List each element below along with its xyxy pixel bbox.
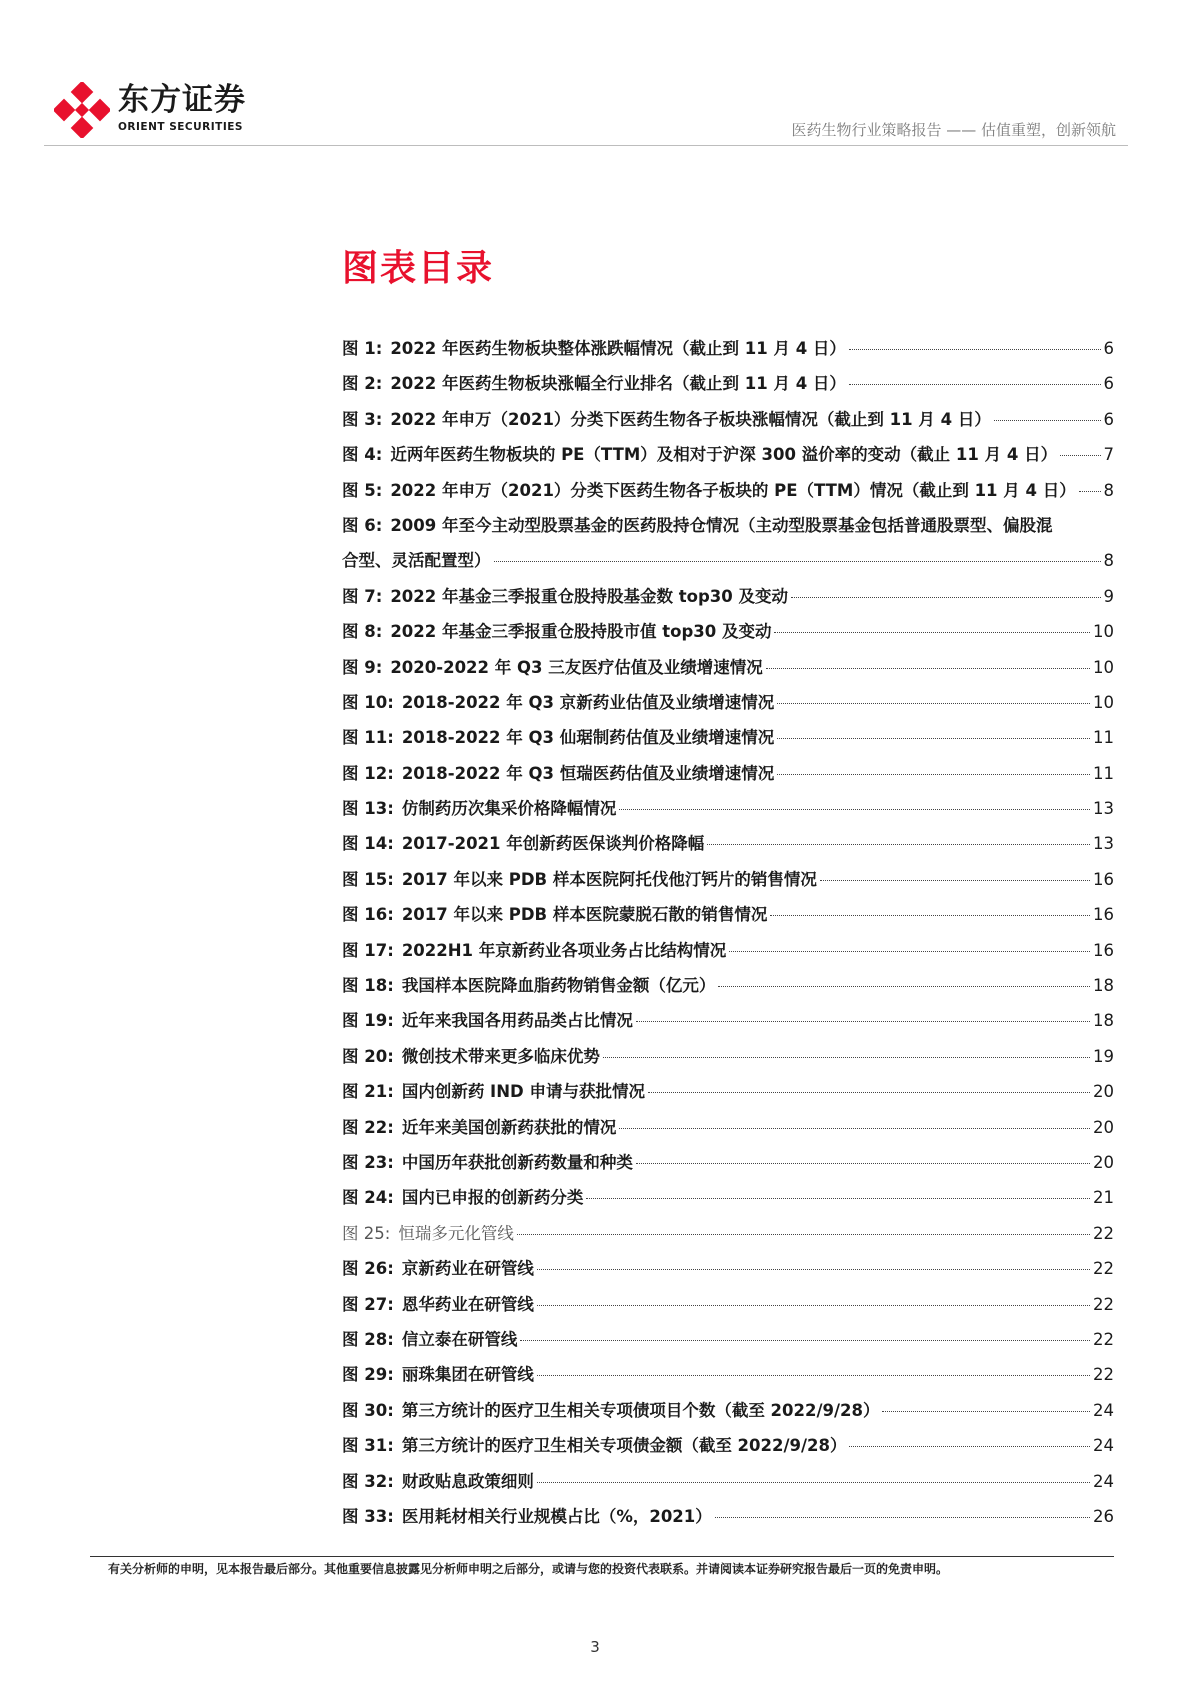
- toc-entry-text: 2017-2021 年创新药医保谈判价格降幅: [401, 834, 705, 854]
- toc-leader-dots: [882, 1411, 1090, 1412]
- toc-entry-label: 图 24:: [342, 1188, 394, 1208]
- toc-entry-page: 22: [1093, 1365, 1114, 1385]
- toc-entry-label: 图 15:: [342, 869, 394, 889]
- toc-entry[interactable]: [342, 829, 1114, 864]
- toc-entry-page: 22: [1093, 1294, 1114, 1314]
- toc-entry-label: 图 2:: [342, 374, 383, 394]
- toc-entry-page: 9: [1103, 586, 1114, 606]
- toc-leader-dots: [791, 597, 1101, 598]
- toc-leader-dots: [494, 561, 1101, 562]
- toc-entry-page: 11: [1093, 763, 1114, 783]
- toc-entry-text: 2022 年基金三季报重仓股持股基金数 top30 及变动: [390, 586, 788, 606]
- toc-entry-label: 图 5:: [342, 480, 383, 500]
- toc-entry-text: 信立泰在研管线: [401, 1329, 518, 1349]
- toc-leader-dots: [537, 1482, 1090, 1483]
- toc-entry-page: 19: [1093, 1046, 1114, 1066]
- toc-entry-label: 图 14:: [342, 834, 394, 854]
- toc-entry-label: 图 4:: [342, 445, 383, 465]
- toc-entry[interactable]: [342, 688, 1114, 723]
- toc-entry-page: 6: [1103, 409, 1114, 429]
- toc-entry-label: 图 26:: [342, 1259, 394, 1279]
- orient-securities-logo-icon: [54, 82, 110, 138]
- toc-entry-text: 仿制药历次集采价格降幅情况: [401, 799, 617, 819]
- toc-leader-dots: [537, 1305, 1090, 1306]
- toc-entry[interactable]: [342, 1431, 1114, 1466]
- toc-leader-dots: [777, 703, 1090, 704]
- toc-entry-page: 18: [1093, 976, 1114, 996]
- toc-entry[interactable]: [342, 936, 1114, 971]
- toc-leader-dots: [636, 1021, 1090, 1022]
- toc-entry-text-cont: 合型、灵活配置型）: [342, 551, 491, 571]
- toc-leader-dots: [729, 951, 1090, 952]
- toc-entry-page: 8: [1103, 551, 1114, 571]
- toc-entry[interactable]: [342, 1042, 1114, 1077]
- toc-entry-text: 第三方统计的医疗卫生相关专项债项目个数（截至 2022/9/28）: [401, 1400, 880, 1420]
- toc-entry-page: 16: [1093, 869, 1114, 889]
- toc-leader-dots: [849, 349, 1101, 350]
- toc-entry-text: 我国样本医院降血脂药物销售金额（亿元）: [401, 976, 716, 996]
- toc-entry-text: 2018-2022 年 Q3 恒瑞医药估值及业绩增速情况: [401, 763, 775, 783]
- toc-leader-dots: [648, 1092, 1090, 1093]
- toc-entry-label: 图 8:: [342, 622, 383, 642]
- toc-entry-label: 图 22:: [342, 1117, 394, 1137]
- toc-entry[interactable]: [342, 617, 1114, 652]
- toc-leader-dots: [636, 1163, 1090, 1164]
- toc-entry-text: 国内已申报的创新药分类: [401, 1188, 584, 1208]
- toc-entry[interactable]: [342, 1502, 1114, 1537]
- toc-entry-page: 6: [1103, 339, 1114, 358]
- header-divider: [44, 145, 1128, 146]
- toc-entry[interactable]: [342, 1325, 1114, 1360]
- toc-entry-text: 国内创新药 IND 申请与获批情况: [401, 1082, 645, 1102]
- toc-entry-label: 图 17:: [342, 940, 394, 960]
- toc-entry-text: 恩华药业在研管线: [401, 1294, 534, 1314]
- page-number: 3: [590, 1638, 600, 1656]
- toc-entry-text: 2020-2022 年 Q3 三友医疗估值及业绩增速情况: [390, 657, 763, 677]
- toc-entry-text: 第三方统计的医疗卫生相关专项债金额（截至 2022/9/28）: [401, 1436, 847, 1456]
- toc-leader-dots: [766, 668, 1090, 669]
- toc-entry[interactable]: [342, 759, 1114, 794]
- toc-entry[interactable]: [342, 1006, 1114, 1041]
- toc-entry[interactable]: [342, 476, 1114, 511]
- toc-entry-label: 图 18:: [342, 976, 394, 996]
- toc-entry-text: 2009 年至今主动型股票基金的医药股持仓情况（主动型股票基金包括普通股票型、偏股混: [390, 515, 1053, 535]
- toc-leader-dots: [619, 1128, 1090, 1129]
- toc-entry-page: 16: [1093, 940, 1114, 960]
- toc-entry-text: 2017 年以来 PDB 样本医院阿托伐他汀钙片的销售情况: [401, 869, 817, 889]
- toc-entry[interactable]: [342, 405, 1114, 440]
- toc-entry-text: 中国历年获批创新药数量和种类: [401, 1153, 633, 1172]
- toc-title: 图表目录: [342, 248, 495, 289]
- toc-entry-label: 图 25:: [342, 1223, 391, 1243]
- toc-leader-dots: [774, 632, 1090, 633]
- toc-entry[interactable]: [342, 653, 1114, 688]
- toc-entry[interactable]: [342, 1290, 1114, 1325]
- disclaimer: 有关分析师的申明，见本报告最后部分。其他重要信息披露见分析师申明之后部分，或请与您的投资代表联系。并请阅读本证券研究报告最后一页的免责申明。: [108, 1562, 949, 1576]
- toc-entry[interactable]: [342, 1148, 1114, 1183]
- toc-entry-page: 16: [1093, 905, 1114, 925]
- toc-leader-dots: [603, 1057, 1090, 1058]
- toc-entry-page: 24: [1093, 1471, 1114, 1491]
- toc-entry-page: 22: [1093, 1223, 1114, 1243]
- toc-leader-dots: [537, 1269, 1090, 1270]
- toc-leader-dots: [715, 1517, 1090, 1518]
- toc-entry[interactable]: [342, 511, 1114, 582]
- toc-entry-page: 22: [1093, 1329, 1114, 1349]
- toc-entry-text: 医用耗材相关行业规模占比（%，2021）: [401, 1506, 712, 1526]
- toc-entry-page: 10: [1093, 657, 1114, 677]
- toc-entry[interactable]: [342, 794, 1114, 829]
- toc-entry[interactable]: [342, 1254, 1114, 1289]
- toc-entry-text: 恒瑞多元化管线: [398, 1223, 514, 1243]
- toc-entry[interactable]: [342, 334, 1114, 369]
- toc-leader-dots: [718, 986, 1090, 987]
- toc-entry-text: 财政贴息政策细则: [401, 1471, 534, 1491]
- toc-leader-dots: [849, 384, 1101, 385]
- toc-entry-label: 图 20:: [342, 1046, 394, 1066]
- toc-entry-text: 丽珠集团在研管线: [401, 1365, 534, 1385]
- toc-entry-label: 图 1:: [342, 339, 383, 358]
- toc-entry[interactable]: [342, 1113, 1114, 1148]
- toc-leader-dots: [770, 915, 1090, 916]
- footer-divider: [90, 1556, 1114, 1557]
- toc-entry-label: 图 13:: [342, 799, 394, 819]
- toc-entry-label: 图 30:: [342, 1400, 394, 1420]
- toc-leader-dots: [994, 420, 1101, 421]
- toc-entry-label: 图 16:: [342, 905, 394, 925]
- toc-entry-page: 10: [1093, 692, 1114, 712]
- toc-entry-text: 2022 年医药生物板块涨幅全行业排名（截止到 11 月 4 日）: [390, 374, 846, 394]
- toc-entry-label: 图 21:: [342, 1082, 394, 1102]
- toc-entry-page: 11: [1093, 728, 1114, 748]
- toc-leader-dots: [707, 844, 1090, 845]
- toc-leader-dots: [537, 1375, 1090, 1376]
- toc-entry-page: 26: [1093, 1506, 1114, 1526]
- toc-entry-label: 图 10:: [342, 692, 394, 712]
- toc-entry-text: 微创技术带来更多临床优势: [401, 1046, 600, 1066]
- toc-entry-page: 10: [1093, 622, 1114, 642]
- toc-entry-label: 图 31:: [342, 1436, 394, 1456]
- toc-entry-label: 图 3:: [342, 409, 383, 429]
- toc-entry-label: 图 7:: [342, 586, 383, 606]
- toc-entry[interactable]: [342, 1219, 1114, 1254]
- toc-entry-text: 近两年医药生物板块的 PE（TTM）及相对于沪深 300 溢价率的变动（截止 11 月 4 日）: [390, 445, 1058, 465]
- toc-entry-text: 2017 年以来 PDB 样本医院蒙脱石散的销售情况: [401, 905, 768, 925]
- toc-entry[interactable]: [342, 1467, 1114, 1502]
- toc-entry-page: 21: [1093, 1188, 1114, 1208]
- toc-entry[interactable]: [342, 971, 1114, 1006]
- toc-entry[interactable]: [342, 440, 1114, 475]
- toc-entry-page: 24: [1093, 1436, 1114, 1456]
- toc-entry-page: 24: [1093, 1400, 1114, 1420]
- toc-leader-dots: [586, 1198, 1090, 1199]
- toc-entry-label: 图 33:: [342, 1506, 394, 1526]
- toc-entry-page: 13: [1093, 834, 1114, 854]
- toc-entry-page: 18: [1093, 1011, 1114, 1031]
- toc-leader-dots: [619, 809, 1090, 810]
- toc-leader-dots: [517, 1234, 1090, 1235]
- toc-entry[interactable]: [342, 723, 1114, 758]
- toc-entry-page: 20: [1093, 1082, 1114, 1102]
- toc-entry-text: 2022 年申万（2021）分类下医药生物各子板块涨幅情况（截止到 11 月 4 日）: [390, 409, 991, 429]
- toc-entry-text: 2022 年医药生物板块整体涨跌幅情况（截止到 11 月 4 日）: [390, 339, 846, 358]
- toc-entry-text: 2022 年基金三季报重仓股持股市值 top30 及变动: [390, 622, 772, 642]
- toc-entry[interactable]: [342, 1360, 1114, 1395]
- toc-entry-page: 20: [1093, 1153, 1114, 1172]
- toc-entry-label: 图 28:: [342, 1329, 394, 1349]
- toc-entry-label: 图 27:: [342, 1294, 394, 1314]
- toc-entry-page: 13: [1093, 799, 1114, 819]
- toc-entry-text: 2022 年申万（2021）分类下医药生物各子板块的 PE（TTM）情况（截止到 11 月 4 日）: [390, 480, 1076, 500]
- brand-name-cn: 东方证券: [118, 82, 246, 118]
- toc-entry-page: 8: [1103, 480, 1114, 500]
- toc-entry[interactable]: [342, 582, 1114, 617]
- toc-entry-text: 近年来美国创新药获批的情况: [401, 1117, 617, 1137]
- brand-name-en: ORIENT SECURITIES: [118, 121, 243, 133]
- toc-entry-label: 图 32:: [342, 1471, 394, 1491]
- toc-leader-dots: [820, 880, 1090, 881]
- toc-entry-text: 近年来我国各用药品类占比情况: [401, 1011, 633, 1031]
- toc-entry[interactable]: [342, 1183, 1114, 1218]
- toc-leader-dots: [849, 1446, 1090, 1447]
- toc-entry[interactable]: [342, 369, 1114, 404]
- toc-entry-text: 2018-2022 年 Q3 仙琚制药估值及业绩增速情况: [401, 728, 775, 748]
- toc-entry-page: 7: [1103, 445, 1114, 465]
- toc-entry-label: 图 12:: [342, 763, 394, 783]
- toc-entry-label: 图 29:: [342, 1365, 394, 1385]
- toc-entry-text: 2022H1 年京新药业各项业务占比结构情况: [401, 940, 727, 960]
- toc-entry-label: 图 6:: [342, 515, 383, 535]
- toc-entry-text: 京新药业在研管线: [401, 1259, 534, 1279]
- toc-leader-dots: [777, 774, 1090, 775]
- toc-entry-text: 2018-2022 年 Q3 京新药业估值及业绩增速情况: [401, 692, 775, 712]
- toc-entry-label: 图 19:: [342, 1011, 394, 1031]
- toc-leader-dots: [777, 738, 1090, 739]
- toc-entry[interactable]: [342, 900, 1114, 935]
- toc-entry-label: 图 23:: [342, 1153, 394, 1172]
- toc-leader-dots: [1079, 491, 1101, 492]
- toc-entry-label: 图 11:: [342, 728, 394, 748]
- toc-entry-page: 22: [1093, 1259, 1114, 1279]
- report-title: 医药生物行业策略报告 —— 估值重塑，创新领航: [791, 121, 1116, 139]
- toc-list: [342, 334, 1114, 1537]
- toc-entry[interactable]: [342, 1396, 1114, 1431]
- toc-leader-dots: [1060, 455, 1100, 456]
- toc-entry-page: 20: [1093, 1117, 1114, 1137]
- toc-entry-page: 6: [1103, 374, 1114, 394]
- toc-entry[interactable]: [342, 1077, 1114, 1112]
- toc-entry[interactable]: [342, 865, 1114, 900]
- toc-entry-label: 图 9:: [342, 657, 383, 677]
- toc-leader-dots: [520, 1340, 1090, 1341]
